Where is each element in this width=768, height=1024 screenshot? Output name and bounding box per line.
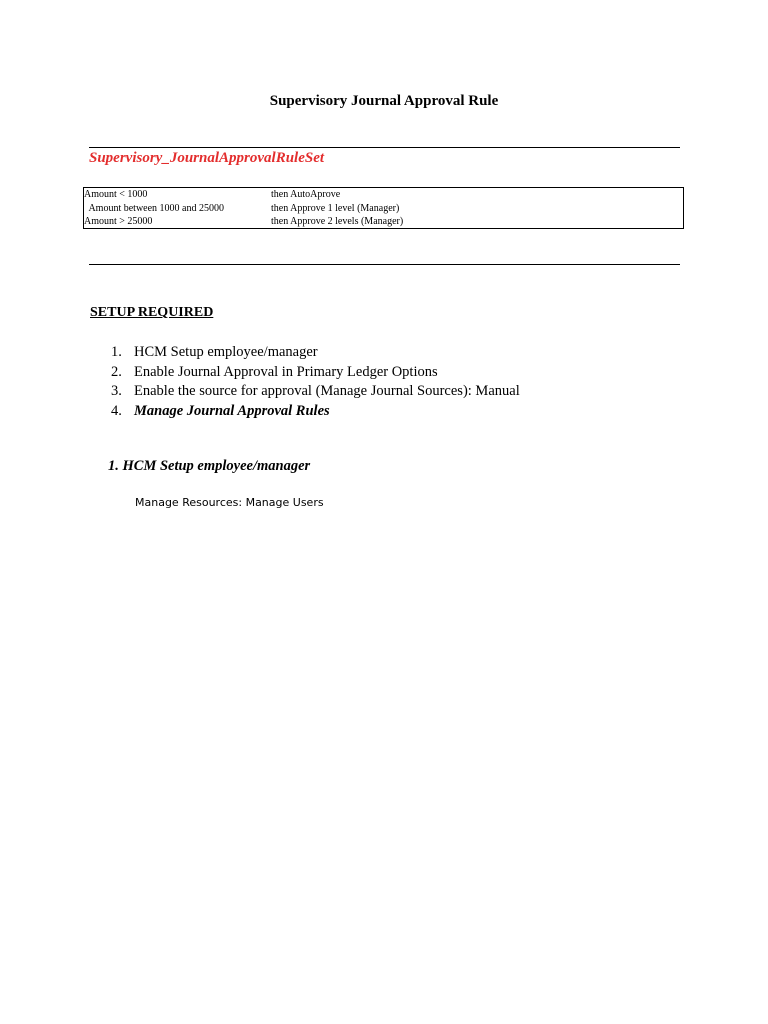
rule-condition: Amount > 25000 xyxy=(84,216,153,227)
rule-row xyxy=(84,215,683,229)
nav-value: Manage Users xyxy=(245,496,324,509)
section-heading: 1. HCM Setup employee/manager xyxy=(108,458,311,474)
rule-condition: Amount between 1000 and 25000 xyxy=(84,202,224,214)
step-number: 1. xyxy=(111,344,122,360)
step-text: Enable Journal Approval in Primary Ledger Options xyxy=(134,363,438,380)
navigation-path xyxy=(135,496,324,509)
step-number: 2. xyxy=(111,363,122,380)
step-text: Enable the source for approval (Manage Journal Sources): Manual xyxy=(134,383,520,399)
ruleset-name: Supervisory_JournalApprovalRuleSet xyxy=(89,150,325,166)
divider-bottom xyxy=(89,264,680,265)
step-number: 3. xyxy=(111,383,122,399)
step-text: Manage Journal Approval Rules xyxy=(134,402,330,419)
step-number: 4. xyxy=(111,402,122,419)
setup-heading: SETUP REQUIRED xyxy=(90,305,214,320)
page-title: Supervisory Journal Approval Rule xyxy=(269,93,499,109)
step-text: HCM Setup employee/manager xyxy=(134,344,318,360)
rule-condition: Amount < 1000 xyxy=(84,189,148,200)
rule-action: then Approve 1 level (Manager) xyxy=(271,202,400,214)
nav-separator: : xyxy=(238,496,246,509)
rule-action: then Approve 2 levels (Manager) xyxy=(271,216,404,227)
divider-top xyxy=(89,147,680,148)
rule-row xyxy=(84,188,683,202)
rule-row xyxy=(84,202,683,216)
rule-action: then AutoAprove xyxy=(271,189,341,200)
nav-label: Manage Resources xyxy=(135,496,239,509)
rules-table xyxy=(83,187,684,229)
